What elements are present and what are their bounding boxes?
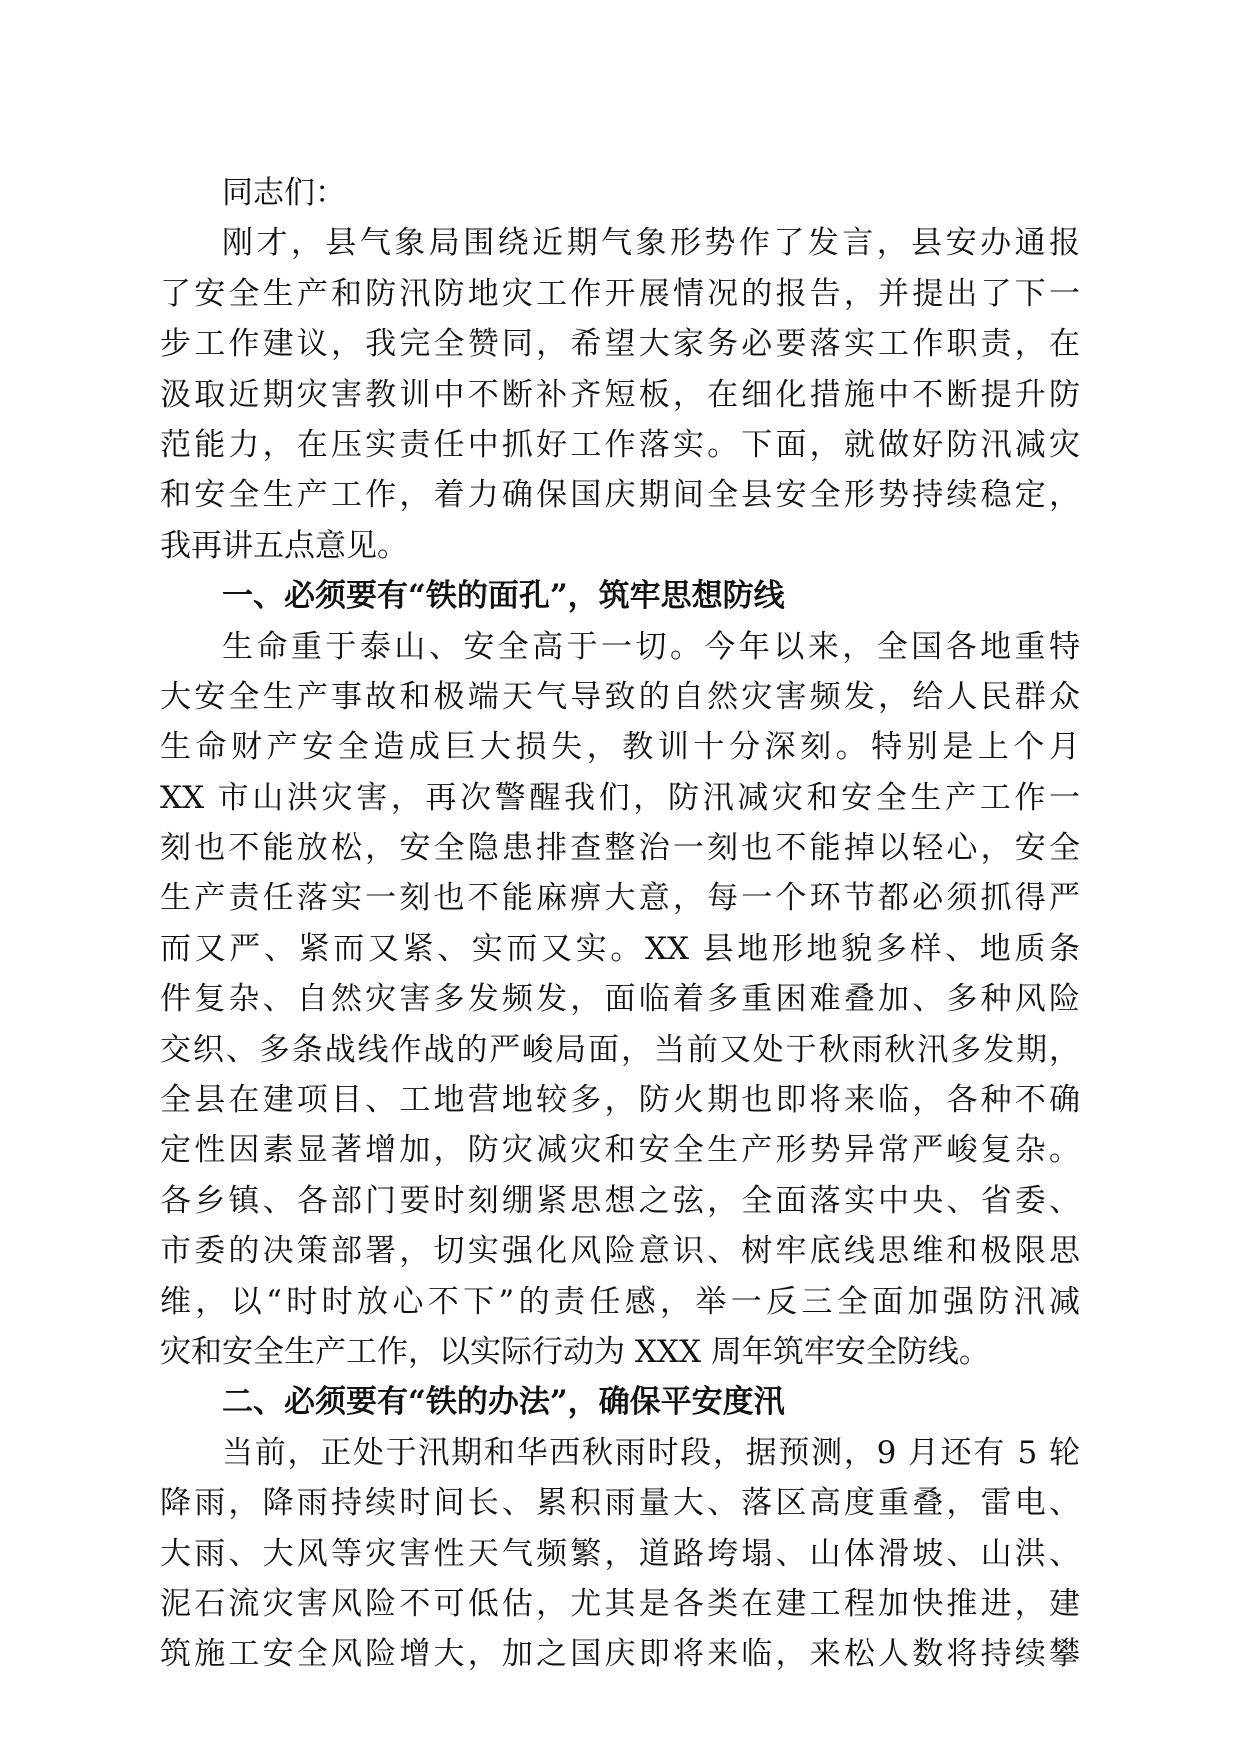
paragraph-line: 灾和安全生产工作，以实际行动为 XXX 周年筑牢安全防线。: [160, 1333, 990, 1370]
paragraph-line: 大雨、大风等灾害性天气频繁，道路垮塌、山体滑坡、山洪、: [160, 1535, 1080, 1572]
paragraph-line: XX 市山洪灾害，再次警醒我们，防汛减灾和安全生产工作一: [160, 779, 1080, 816]
paragraph-line: 大安全生产事故和极端天气导致的自然灾害频发，给人民群众: [160, 678, 1080, 715]
paragraph-line: 全县在建项目、工地营地较多，防火期也即将来临，各种不确: [160, 1082, 1080, 1119]
section-heading-2: 二、必须要有“铁的办法”，确保平安度汛: [222, 1384, 785, 1421]
greeting: 同志们：: [222, 175, 346, 211]
paragraph-line: 和安全生产工作，着力确保国庆期间全县安全形势持续稳定，: [160, 477, 1080, 514]
paragraph-line: 泥石流灾害风险不可低估，尤其是各类在建工程加快推进，建: [160, 1585, 1080, 1622]
document-page: [160, 168, 1080, 1680]
paragraph-line: 生命财产安全造成巨大损失，教训十分深刻。特别是上个月: [160, 729, 1080, 766]
paragraph-line: 了安全生产和防汛防地灾工作开展情况的报告，并提出了下一: [160, 275, 1080, 312]
paragraph-section-2: [160, 1428, 1080, 1680]
paragraph-line: 我再讲五点意见。: [160, 527, 408, 564]
section-heading-1: 一、必须要有“铁的面孔”，筑牢思想防线: [222, 578, 785, 615]
paragraph-line: 范能力，在压实责任中抓好工作落实。下面，就做好防汛减灾: [160, 426, 1080, 463]
paragraph-line: 生命重于泰山、安全高于一切。今年以来，全国各地重特: [222, 628, 1080, 665]
paragraph-line: 降雨，降雨持续时间长、累积雨量大、落区高度重叠，雷电、: [160, 1485, 1080, 1522]
paragraph-line: 生产责任落实一刻也不能麻痹大意，每一个环节都必须抓得严: [160, 880, 1080, 917]
paragraph-line: 维，以“时时放心不下”的责任感，举一反三全面加强防汛减: [160, 1283, 1080, 1320]
paragraph-line: 步工作建议，我完全赞同，希望大家务必要落实工作职责，在: [160, 326, 1080, 363]
paragraph-section-1: [160, 622, 1080, 1378]
paragraph-line: 定性因素显著增加，防灾减灾和安全生产形势异常严峻复杂。: [160, 1132, 1080, 1169]
paragraph-intro: [160, 218, 1080, 571]
paragraph-line: 汲取近期灾害教训中不断补齐短板，在细化措施中不断提升防: [160, 376, 1080, 413]
paragraph-line: 刚才，县气象局围绕近期气象形势作了发言，县安办通报: [222, 225, 1080, 262]
paragraph-line: 筑施工安全风险增大，加之国庆即将来临，来松人数将持续攀: [160, 1636, 1080, 1673]
paragraph-line: 市委的决策部署，切实强化风险意识、树牢底线思维和极限思: [160, 1233, 1080, 1270]
paragraph-line: 件复杂、自然灾害多发频发，面临着多重困难叠加、多种风险: [160, 981, 1080, 1018]
paragraph-line: 当前，正处于汛期和华西秋雨时段，据预测，9 月还有 5 轮: [222, 1434, 1080, 1471]
paragraph-line: 而又严、紧而又紧、实而又实。XX 县地形地貌多样、地质条: [160, 930, 1080, 967]
paragraph-line: 各乡镇、各部门要时刻绷紧思想之弦，全面落实中央、省委、: [160, 1182, 1080, 1219]
paragraph-line: 刻也不能放松，安全隐患排查整治一刻也不能掉以轻心，安全: [160, 830, 1080, 867]
paragraph-line: 交织、多条战线作战的严峻局面，当前又处于秋雨秋汛多发期，: [160, 1031, 1080, 1068]
